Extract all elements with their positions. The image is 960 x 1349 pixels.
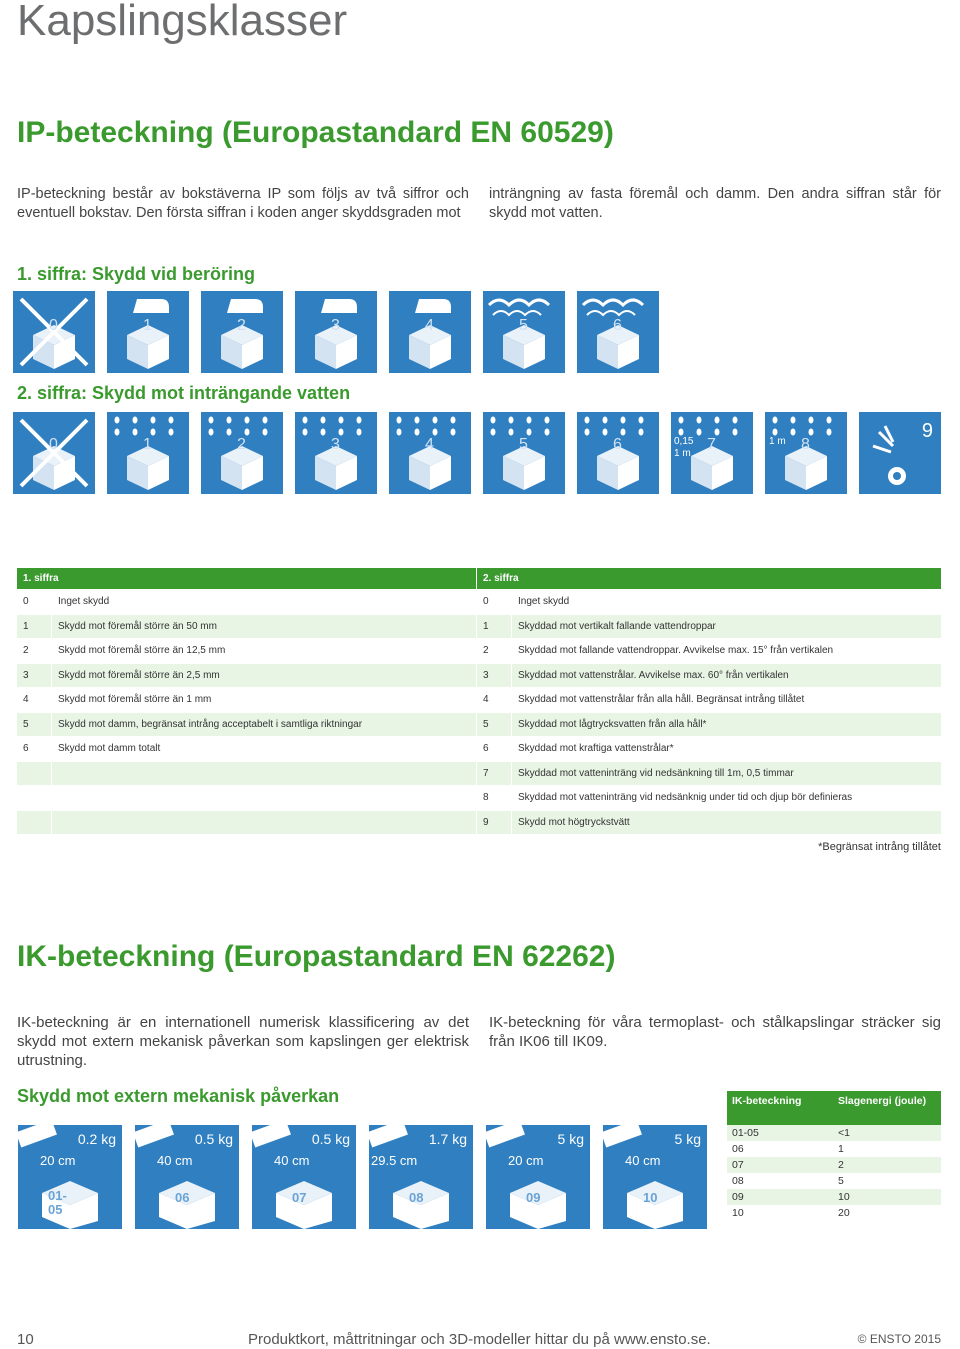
ik-heading: IK-beteckning (Europastandard EN 62262) (17, 940, 616, 973)
impact-icon-5 (486, 1125, 590, 1229)
second-digit-description: Inget skydd (512, 590, 942, 615)
first-digit-number (17, 786, 52, 811)
ip-table-row (17, 639, 942, 664)
second-digit-description: Skyddad mot lågtrycksvatten från alla håll* (512, 712, 942, 737)
impact-energy: 2 (833, 1157, 941, 1173)
second-digit-description: Skyddad mot vattenstrålar från alla håll. Begränsat intrång tillåtet (512, 688, 942, 713)
first-digit-number: 3 (17, 663, 52, 688)
ik-class: 10 (727, 1205, 833, 1221)
second-digit-number: 1 (477, 614, 512, 639)
weight-label: 0.5 kg (194, 1131, 233, 1147)
icon-number: 2 (237, 436, 246, 453)
page-title: Kapslingsklasser (17, 0, 348, 45)
icon-number: 4 (425, 436, 434, 453)
water-protection-icon-5 (483, 412, 565, 494)
ik-code-label: 07 (292, 1190, 307, 1205)
ip-table-row (17, 786, 942, 811)
icon-number: 5 (519, 436, 528, 453)
first-digit-number: 4 (17, 688, 52, 713)
weight-label: 1.7 kg (428, 1131, 467, 1147)
first-digit-description: Skydd mot föremål större än 2,5 mm (52, 663, 477, 688)
ik-intro-right: IK-beteckning för våra termoplast- och stålkapslingar sträcker sig från IK06 till IK09. (489, 1014, 941, 1050)
page-number: 10 (17, 1331, 34, 1348)
first-digit-description: Skydd mot föremål större än 1 mm (52, 688, 477, 713)
water-protection-icon-9 (859, 412, 941, 494)
second-digit-number: 7 (477, 761, 512, 786)
ik-col1-header: IK-beteckning (727, 1091, 833, 1125)
impact-energy: <1 (833, 1125, 941, 1141)
ip-intro-left: IP-beteckning består av bokstäverna IP som följs av två siffror och eventuell bokstav. Den första siffran i koden anger skyddsgraden mot (17, 186, 469, 221)
water-protection-icon-8 (765, 412, 847, 494)
ip-table-row (17, 761, 942, 786)
icon-number: 2 (237, 317, 246, 334)
icon-number: 6 (613, 317, 622, 334)
second-digit-number: 5 (477, 712, 512, 737)
second-digit-description: Skyddad mot fallande vattendroppar. Avvikelse max. 15° från vertikalen (512, 639, 942, 664)
ik-code-label: 06 (175, 1190, 190, 1205)
first-digit-description: Skydd mot föremål större än 12,5 mm (52, 639, 477, 664)
ik-code-label: 09 (526, 1190, 541, 1205)
drop-height-label: 29.5 cm (371, 1153, 418, 1168)
icon-number: 1 (143, 317, 152, 334)
ik-class: 09 (727, 1189, 833, 1205)
impact-icon-2 (135, 1125, 239, 1229)
impact-icon-1 (18, 1125, 122, 1229)
impact-energy: 1 (833, 1141, 941, 1157)
first-digit-description (52, 786, 477, 811)
first-digit-description: Skydd mot damm totalt (52, 737, 477, 762)
second-digit-icons (13, 412, 941, 494)
ik-table-header (727, 1091, 941, 1125)
icon-number: 9 (921, 420, 933, 442)
weight-label: 5 kg (557, 1131, 584, 1147)
first-digit-description: Inget skydd (52, 590, 477, 615)
impact-icon-6 (603, 1125, 707, 1229)
ip-table-row (17, 614, 942, 639)
second-digit-number: 4 (477, 688, 512, 713)
ik-code-label: 01- 05 (48, 1188, 67, 1217)
touch-protection-icon-2 (201, 291, 283, 373)
depth-label-a: 0,15 (674, 436, 694, 447)
icon-number: 8 (801, 436, 810, 453)
impact-energy: 20 (833, 1205, 941, 1221)
first-digit-description: Skydd mot damm, begränsat intrång acceptabelt i samtliga riktningar (52, 712, 477, 737)
drop-height-label: 20 cm (40, 1153, 76, 1168)
ik-table (727, 1091, 941, 1221)
ip-col2-header: 2. siffra (477, 568, 942, 590)
ik-class: 07 (727, 1157, 833, 1173)
touch-protection-icon-3 (295, 291, 377, 373)
drop-height-label: 40 cm (274, 1153, 310, 1168)
icon-number: 7 (707, 436, 716, 453)
icon-number: 3 (331, 436, 340, 453)
water-protection-icon-4 (389, 412, 471, 494)
second-digit-description: Skydd mot högtryckstvätt (512, 810, 942, 835)
ip-table-header (17, 568, 942, 590)
ip-table-row (17, 663, 942, 688)
icon-number: 6 (613, 436, 622, 453)
ip-table-row (17, 810, 942, 835)
impact-icon-3 (252, 1125, 356, 1229)
drop-height-label: 40 cm (625, 1153, 661, 1168)
ik-table-row (727, 1157, 941, 1173)
icon-number: 4 (425, 317, 434, 334)
second-digit-number: 2 (477, 639, 512, 664)
first-digit-description: Skydd mot föremål större än 50 mm (52, 614, 477, 639)
icon-number: 3 (331, 317, 340, 334)
first-digit-description (52, 761, 477, 786)
second-digit-number: 9 (477, 810, 512, 835)
water-protection-icon-7 (671, 412, 753, 494)
ip-table (16, 567, 942, 835)
ik-class: 06 (727, 1141, 833, 1157)
impact-energy: 5 (833, 1173, 941, 1189)
icon-number: 5 (519, 317, 528, 334)
ip-col1-header: 1. siffra (17, 568, 477, 590)
ip-table-row (17, 712, 942, 737)
second-digit-number: 3 (477, 663, 512, 688)
touch-protection-icon-4 (389, 291, 471, 373)
touch-protection-icon-0 (13, 291, 95, 373)
second-digit-description: Skyddad mot vatteninträng vid nedsänknig under tid och djup bör definieras (512, 786, 942, 811)
drop-height-label: 40 cm (157, 1153, 193, 1168)
second-digit-number: 8 (477, 786, 512, 811)
ik-intro-left: IK-beteckning är en internationell numerisk klassificering av det skydd mot extern mekanisk påverkan som kapslingen ger elektrisk utrustning. (17, 1014, 469, 1069)
first-digit-number (17, 810, 52, 835)
impact-energy: 10 (833, 1189, 941, 1205)
ip-footnote: *Begränsat intrång tillåtet (818, 841, 941, 853)
ik-table-row (727, 1125, 941, 1141)
second-digit-description: Skyddad mot vattenstrålar. Avvikelse max. 60° från vertikalen (512, 663, 942, 688)
ip-table-row (17, 737, 942, 762)
second-digit-description: Skyddad mot kraftiga vattenstrålar* (512, 737, 942, 762)
ik-subheading: Skydd mot extern mekanisk påverkan (17, 1086, 340, 1106)
second-digit-description: Skyddad mot vatteninträng vid nedsänkning till 1m, 0,5 timmar (512, 761, 942, 786)
first-digit-number: 6 (17, 737, 52, 762)
second-digit-heading: 2. siffra: Skydd mot inträngande vatten (17, 383, 351, 403)
water-protection-icon-6 (577, 412, 659, 494)
first-digit-heading: 1. siffra: Skydd vid beröring (17, 264, 256, 284)
ik-class: 08 (727, 1173, 833, 1189)
depth-label-b: 1 m (674, 448, 691, 459)
icon-number: 1 (143, 436, 152, 453)
ip-table-row (17, 590, 942, 615)
copyright: © ENSTO 2015 (857, 1332, 941, 1346)
second-digit-description: Skyddad mot vertikalt fallande vattendroppar (512, 614, 942, 639)
ik-icons (18, 1125, 707, 1229)
weight-label: 5 kg (674, 1131, 701, 1147)
touch-protection-icon-6 (577, 291, 659, 373)
impact-icon-4 (369, 1125, 473, 1229)
icon-number: 0 (49, 436, 58, 453)
ip-intro-right: inträngning av fasta föremål och damm. Den andra siffran står för skydd mot vatten. (489, 186, 941, 221)
second-digit-number: 6 (477, 737, 512, 762)
icon-number: 0 (49, 317, 58, 334)
water-protection-icon-3 (295, 412, 377, 494)
ik-table-row (727, 1205, 941, 1221)
ik-table-row (727, 1173, 941, 1189)
first-digit-number (17, 761, 52, 786)
ik-class: 01-05 (727, 1125, 833, 1141)
weight-label: 0.2 kg (77, 1131, 116, 1147)
weight-label: 0.5 kg (311, 1131, 350, 1147)
first-digit-number: 1 (17, 614, 52, 639)
first-digit-number: 5 (17, 712, 52, 737)
water-protection-icon-2 (201, 412, 283, 494)
first-digit-number: 0 (17, 590, 52, 615)
first-digit-number: 2 (17, 639, 52, 664)
ip-table-row (17, 688, 942, 713)
depth-label: 1 m (769, 436, 786, 447)
touch-protection-icon-1 (107, 291, 189, 373)
ik-code-label: 10 (643, 1190, 658, 1205)
drop-height-label: 20 cm (508, 1153, 544, 1168)
footer-text: Produktkort, måttritningar och 3D-modeller hittar du på www.ensto.se. (248, 1331, 711, 1348)
second-digit-number: 0 (477, 590, 512, 615)
ik-col2-header: Slagenergi (joule) (833, 1091, 941, 1125)
ik-table-row (727, 1141, 941, 1157)
touch-protection-icon-5 (483, 291, 565, 373)
first-digit-icons (13, 291, 659, 373)
water-protection-icon-1 (107, 412, 189, 494)
first-digit-description (52, 810, 477, 835)
ik-code-label: 08 (409, 1190, 424, 1205)
ik-table-row (727, 1189, 941, 1205)
water-protection-icon-0 (13, 412, 95, 494)
ip-heading: IP-beteckning (Europastandard EN 60529) (17, 116, 614, 149)
